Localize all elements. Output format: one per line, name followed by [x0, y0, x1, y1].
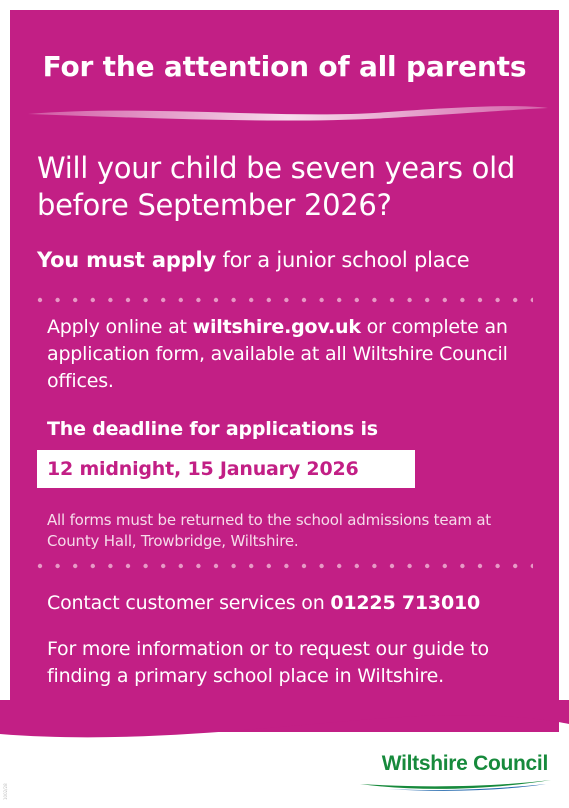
divider-dot [372, 298, 376, 302]
header-title: For the attention of all parents [42, 50, 527, 83]
divider-dot [126, 298, 130, 302]
divider-dot [196, 298, 200, 302]
divider-dot [38, 298, 42, 302]
divider-dot [267, 298, 271, 302]
divider-dot [337, 298, 341, 302]
divider-dot [478, 564, 482, 568]
website-link[interactable]: wiltshire.gov.uk [192, 316, 361, 338]
divider-dot [443, 298, 447, 302]
divider-dot [531, 564, 533, 568]
dotted-divider [37, 297, 533, 303]
must-apply-rest: for a junior school place [215, 248, 470, 272]
divider-dot [55, 298, 59, 302]
divider-dot [460, 564, 464, 568]
divider-dot [91, 298, 95, 302]
divider-dot [372, 564, 376, 568]
divider-dot [108, 564, 112, 568]
wiltshire-council-logo [358, 752, 558, 800]
more-info-text: For more information or to request our guide to finding a primary school place in Wiltshire. [47, 638, 489, 687]
logo-text: Wiltshire Council [381, 752, 548, 775]
divider-dot [143, 564, 147, 568]
divider-dot [231, 298, 235, 302]
contact-prefix: Contact customer services on [47, 592, 331, 614]
divider-dot [495, 564, 499, 568]
divider-dot [302, 564, 306, 568]
divider-dot [513, 298, 517, 302]
divider-dot [231, 564, 235, 568]
divider-dot [267, 564, 271, 568]
divider-dot [214, 564, 218, 568]
divider-dot [91, 564, 95, 568]
contact-line [47, 592, 547, 614]
decorative-swoosh [28, 102, 548, 126]
divider-dot [179, 298, 183, 302]
divider-dot [284, 564, 288, 568]
apply-suffix: or complete an application form, available at all Wiltshire Council offices. [47, 316, 508, 392]
divider-dot [161, 564, 165, 568]
divider-dot [249, 298, 253, 302]
divider-dot [161, 298, 165, 302]
poster-panel [10, 10, 559, 732]
divider-dot [126, 564, 130, 568]
must-apply-line [37, 248, 547, 272]
divider-dot [179, 564, 183, 568]
divider-dot [478, 298, 482, 302]
divider-dot [407, 564, 411, 568]
divider-dot [196, 564, 200, 568]
divider-dot [513, 564, 517, 568]
divider-dot [390, 564, 394, 568]
phone-number[interactable]: 01225 713010 [330, 592, 481, 614]
divider-dot [355, 564, 359, 568]
deadline-value: 12 midnight, 15 January 2026 [37, 450, 415, 488]
divider-dot [425, 298, 429, 302]
divider-dot [73, 564, 77, 568]
divider-dot [302, 298, 306, 302]
deadline-label: The deadline for applications is [47, 418, 378, 440]
question-heading: Will your child be seven years old before September 2026? [37, 151, 515, 222]
must-apply-emphasis: You must apply [37, 248, 216, 272]
divider-dot [443, 564, 447, 568]
forms-return-note: All forms must be returned to the school admissions team at County Hall, Trowbridge, Wiltshire. [47, 511, 491, 550]
print-code: 1002/28 [3, 783, 8, 800]
divider-dot [143, 298, 147, 302]
divider-dot [319, 298, 323, 302]
dotted-divider [37, 563, 533, 569]
divider-dot [407, 298, 411, 302]
divider-dot [38, 564, 42, 568]
divider-dot [319, 564, 323, 568]
divider-dot [55, 564, 59, 568]
divider-dot [495, 298, 499, 302]
divider-dot [531, 298, 533, 302]
divider-dot [460, 298, 464, 302]
bottom-wave [0, 700, 569, 750]
divider-dot [390, 298, 394, 302]
divider-dot [425, 564, 429, 568]
divider-dot [214, 298, 218, 302]
divider-dot [337, 564, 341, 568]
divider-dot [284, 298, 288, 302]
divider-dot [108, 298, 112, 302]
apply-prefix: Apply online at [47, 316, 193, 338]
divider-dot [355, 298, 359, 302]
apply-instructions [47, 314, 537, 395]
divider-dot [73, 298, 77, 302]
divider-dot [249, 564, 253, 568]
logo-swoosh-icon [358, 778, 553, 792]
